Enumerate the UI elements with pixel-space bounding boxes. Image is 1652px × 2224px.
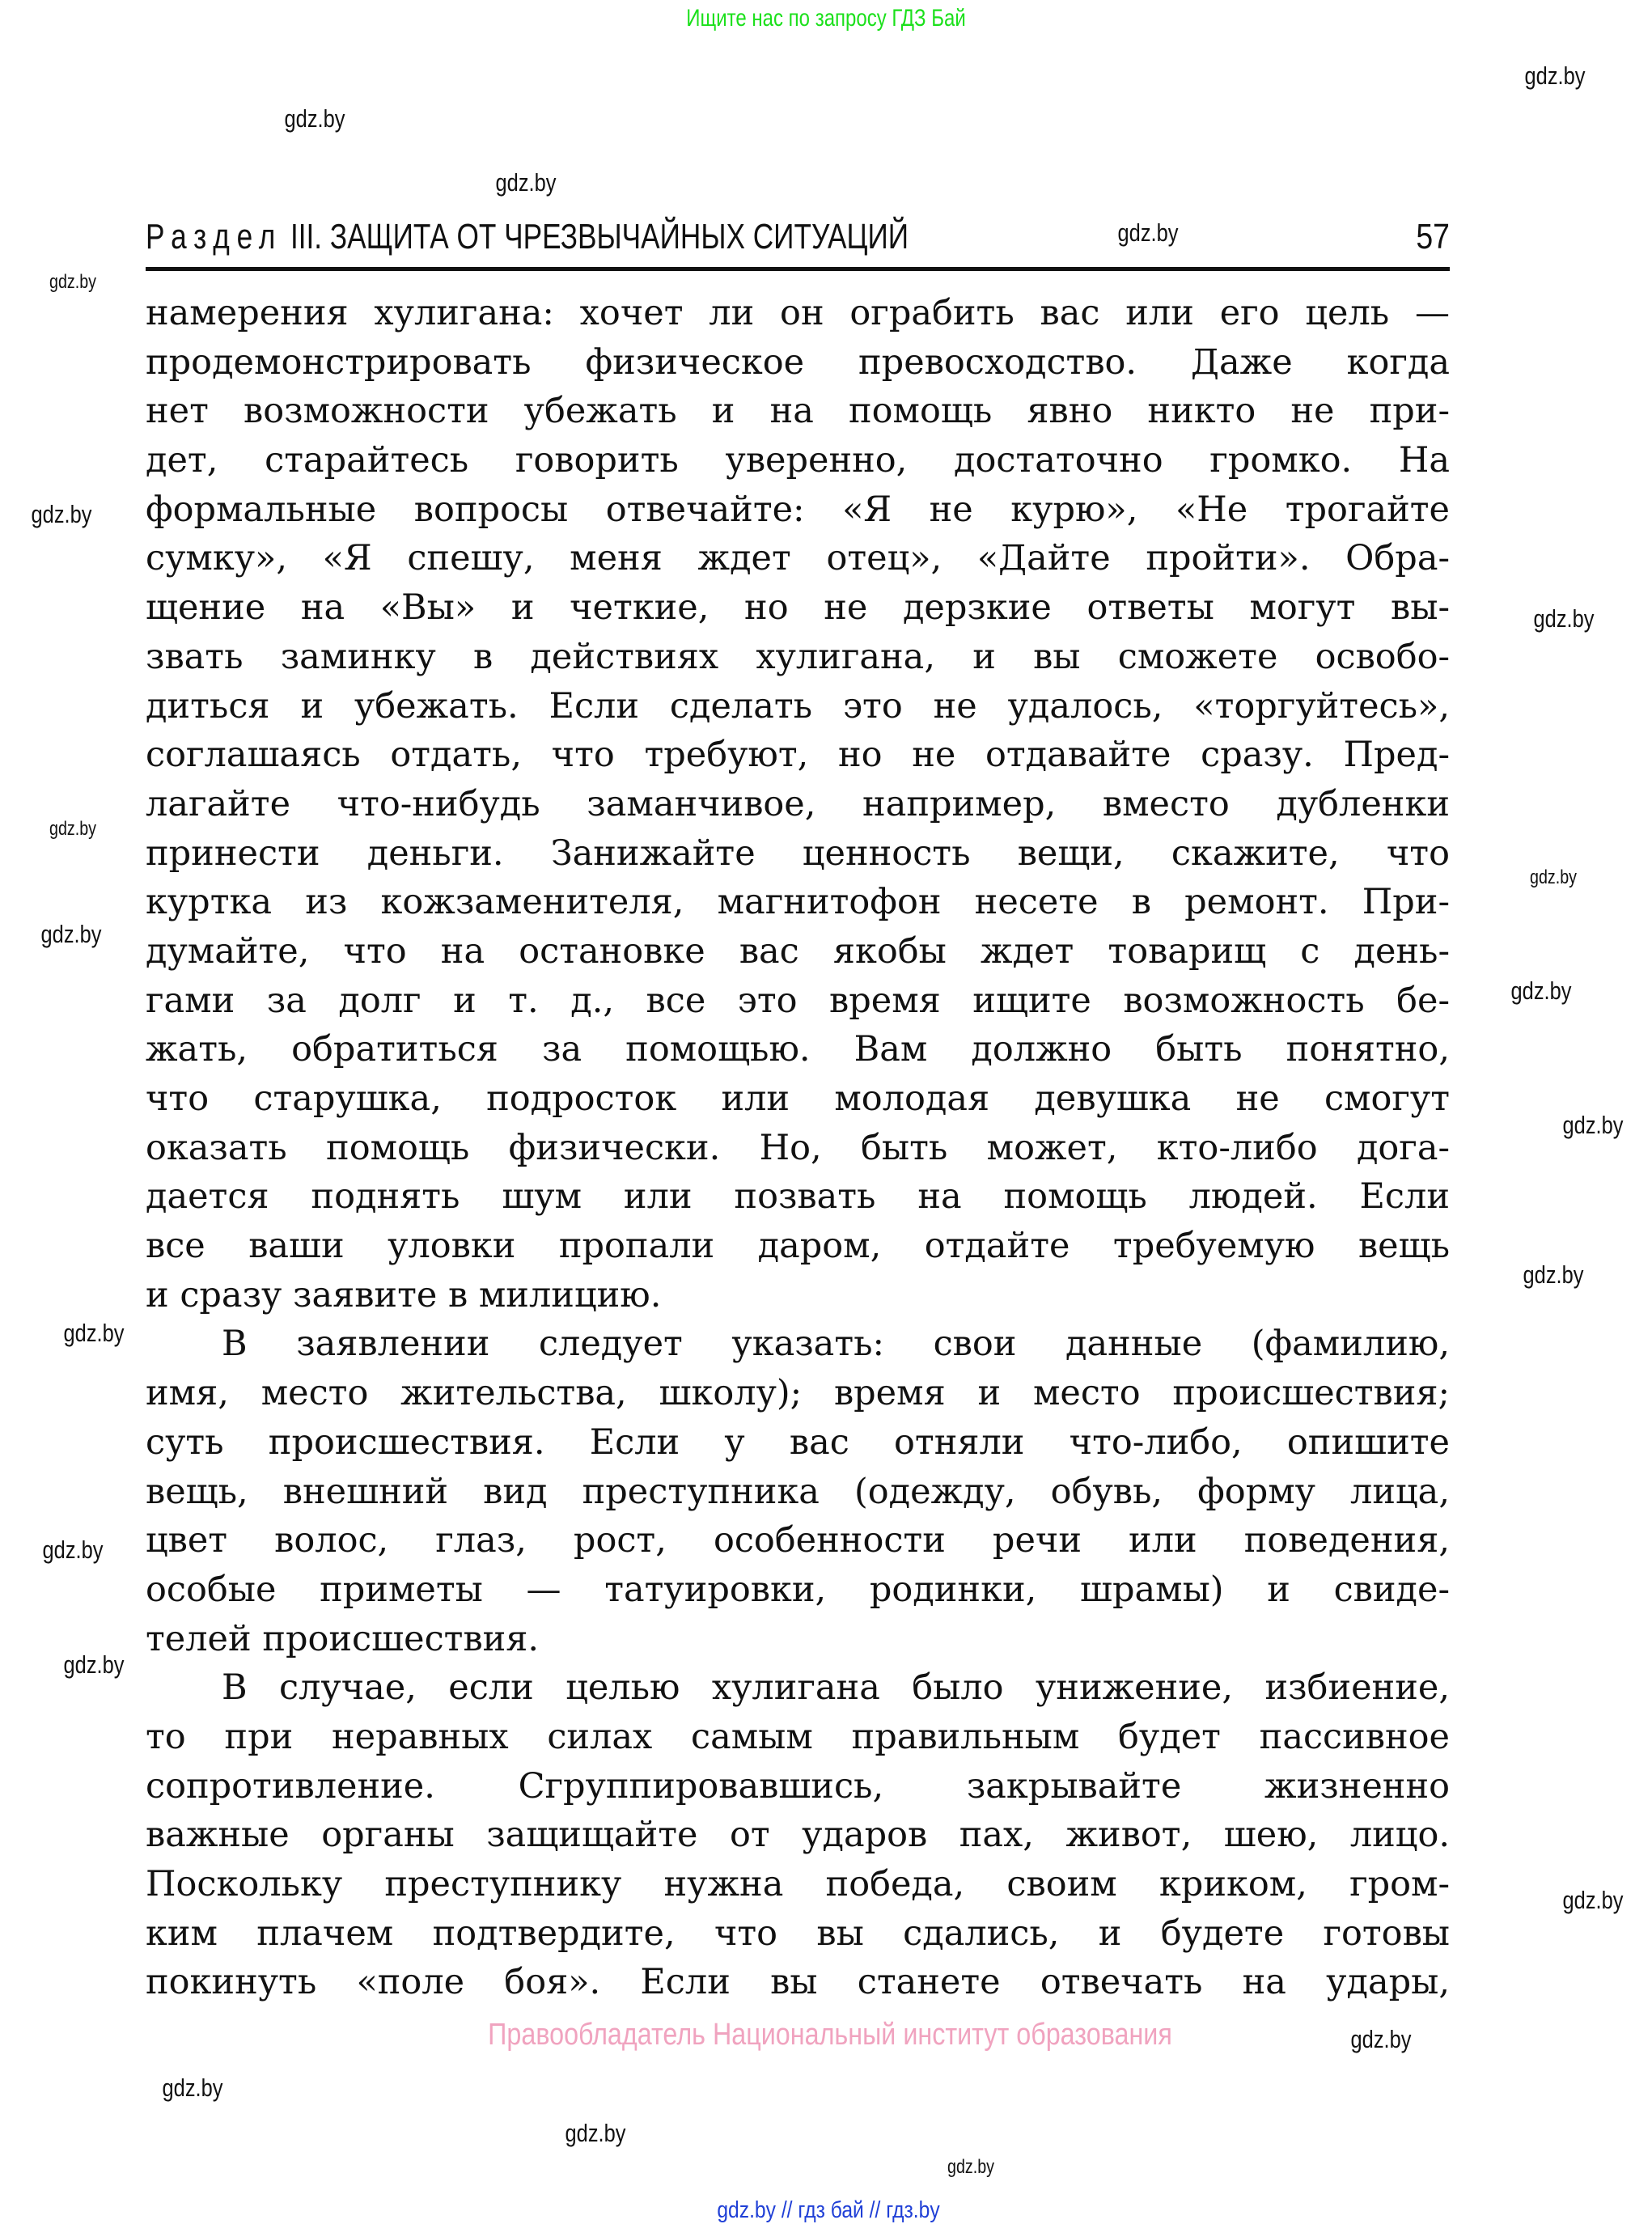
- watermark: gdz.by: [31, 500, 92, 528]
- text-line: звать заминку в действиях хулигана, и вы сможете освобо-: [146, 636, 1450, 677]
- watermark: gdz.by: [42, 1536, 104, 1564]
- watermark: gdz.by: [63, 1319, 125, 1347]
- watermark: gdz.by: [565, 2119, 626, 2147]
- text-line: оказать помощь физически. Но, быть может, кто-либо дога-: [146, 1127, 1450, 1168]
- text-line: думайте, что на остановке вас якобы ждет товарищ с день-: [146, 930, 1450, 972]
- text-line: жать, обратиться за помощью. Вам должно быть понятно,: [146, 1029, 1450, 1070]
- section-label: Раздел: [146, 217, 283, 256]
- text-line: В случае, если целью хулигана было унижение, избиение,: [222, 1667, 1450, 1709]
- text-line: что старушка, подросток или молодая девушка не смогут: [146, 1078, 1450, 1119]
- text-line: щение на «Вы» и четкие, но не дерзкие ответы могут вы-: [146, 587, 1450, 629]
- watermark: gdz.by: [495, 168, 557, 197]
- text-line: все ваши уловки пропали даром, отдайте требуемую вещь: [146, 1226, 1450, 1267]
- watermark: gdz.by: [284, 104, 345, 133]
- section-title: [146, 217, 909, 257]
- section-name: III. ЗАЩИТА ОТ ЧРЕЗВЫЧАЙНЫХ СИТУАЦИЙ: [290, 217, 909, 256]
- text-line: нет возможности убежать и на помощь явно никто не при-: [146, 391, 1450, 432]
- text-line: особые приметы — татуировки, родинки, шрамы) и свиде-: [146, 1569, 1450, 1610]
- text-line: дается поднять шум или позвать на помощь людей. Если: [146, 1176, 1450, 1218]
- text-line: принести деньги. Занижайте ценность вещи, скажите, что: [146, 832, 1450, 874]
- text-line: сумку», «Я спешу, меня ждет отец», «Дайте пройти». Обра-: [146, 538, 1450, 579]
- watermark: gdz.by: [1562, 1886, 1624, 1914]
- text-line: диться и убежать. Если сделать это не удалось, «торгуйтесь»,: [146, 685, 1450, 727]
- text-line: сопротивление. Сгруппировавшись, закрывайте жизненно: [146, 1765, 1450, 1807]
- footer-links[interactable]: gdz.by // гдз бай // гдз.by: [717, 2197, 940, 2223]
- text-line: намерения хулигана: хочет ли он ограбить вас или его цель —: [146, 293, 1450, 333]
- watermark: gdz.by: [162, 2074, 223, 2102]
- text-line: лагайте что-нибудь заманчивое, например, вместо дубленки: [146, 783, 1450, 824]
- text-line: куртка из кожзаменителя, магнитофон несете в ремонт. При-: [146, 882, 1450, 923]
- watermark: gdz.by: [1533, 604, 1595, 633]
- text-line: важные органы защищайте от ударов пах, живот, шею, лицо.: [146, 1815, 1450, 1856]
- text-line: дет, старайтесь говорить уверенно, достаточно громко. На: [146, 440, 1450, 481]
- text-line: формальные вопросы отвечайте: «Я не курю», «Не трогайте: [146, 489, 1450, 530]
- text-line: то при неравных силах самым правильным будет пассивное: [146, 1716, 1450, 1757]
- text-line: покинуть «поле боя». Если вы станете отвечать на удары,: [146, 1962, 1450, 2003]
- watermark: gdz.by: [63, 1650, 125, 1679]
- text-line: ким плачем подтвердите, что вы сдались, и будете готовы: [146, 1913, 1450, 1954]
- watermark: gdz.by: [1562, 1111, 1624, 1139]
- copyright-notice: Правообладатель Национальный институт образования: [488, 2018, 1172, 2052]
- watermark: gdz.by: [1530, 866, 1577, 888]
- watermark: gdz.by: [1510, 976, 1572, 1005]
- text-line: продемонстрировать физическое превосходство. Даже когда: [146, 341, 1450, 383]
- page-number: 57: [1416, 217, 1450, 256]
- watermark: gdz.by: [947, 2156, 994, 2178]
- text-line: и сразу заявите в милицию.: [146, 1274, 662, 1315]
- text-line: соглашаясь отдать, что требуют, но не отдавайте сразу. Пред-: [146, 735, 1450, 776]
- watermark: gdz.by: [40, 920, 102, 948]
- text-line: Поскольку преступнику нужна победа, своим криком, гром-: [146, 1864, 1450, 1904]
- watermark: gdz.by: [1523, 1260, 1584, 1289]
- text-line: вещь, внешний вид преступника (одежду, обувь, форму лица,: [146, 1471, 1450, 1512]
- watermark: gdz.by: [1524, 61, 1586, 90]
- text-line: цвет волос, глаз, рост, особенности речи или поведения,: [146, 1520, 1450, 1561]
- body-text: [146, 289, 1450, 2007]
- text-line: телей происшествия.: [146, 1618, 540, 1659]
- text-line: гами за долг и т. д., все это время ищите возможность бе-: [146, 980, 1450, 1021]
- watermark: gdz.by: [49, 271, 96, 293]
- page-header: [146, 215, 1450, 271]
- promo-banner: Ищите нас по запросу ГДЗ Бай: [686, 5, 966, 32]
- watermark: gdz.by: [1117, 218, 1179, 247]
- watermark: gdz.by: [49, 818, 96, 840]
- text-line: имя, место жительства, школу); время и место происшествия;: [146, 1373, 1450, 1414]
- text-line: В заявлении следует указать: свои данные (фамилию,: [222, 1324, 1450, 1365]
- text-line: суть происшествия. Если у вас отняли что-либо, опишите: [146, 1421, 1450, 1463]
- watermark: gdz.by: [1350, 2025, 1412, 2053]
